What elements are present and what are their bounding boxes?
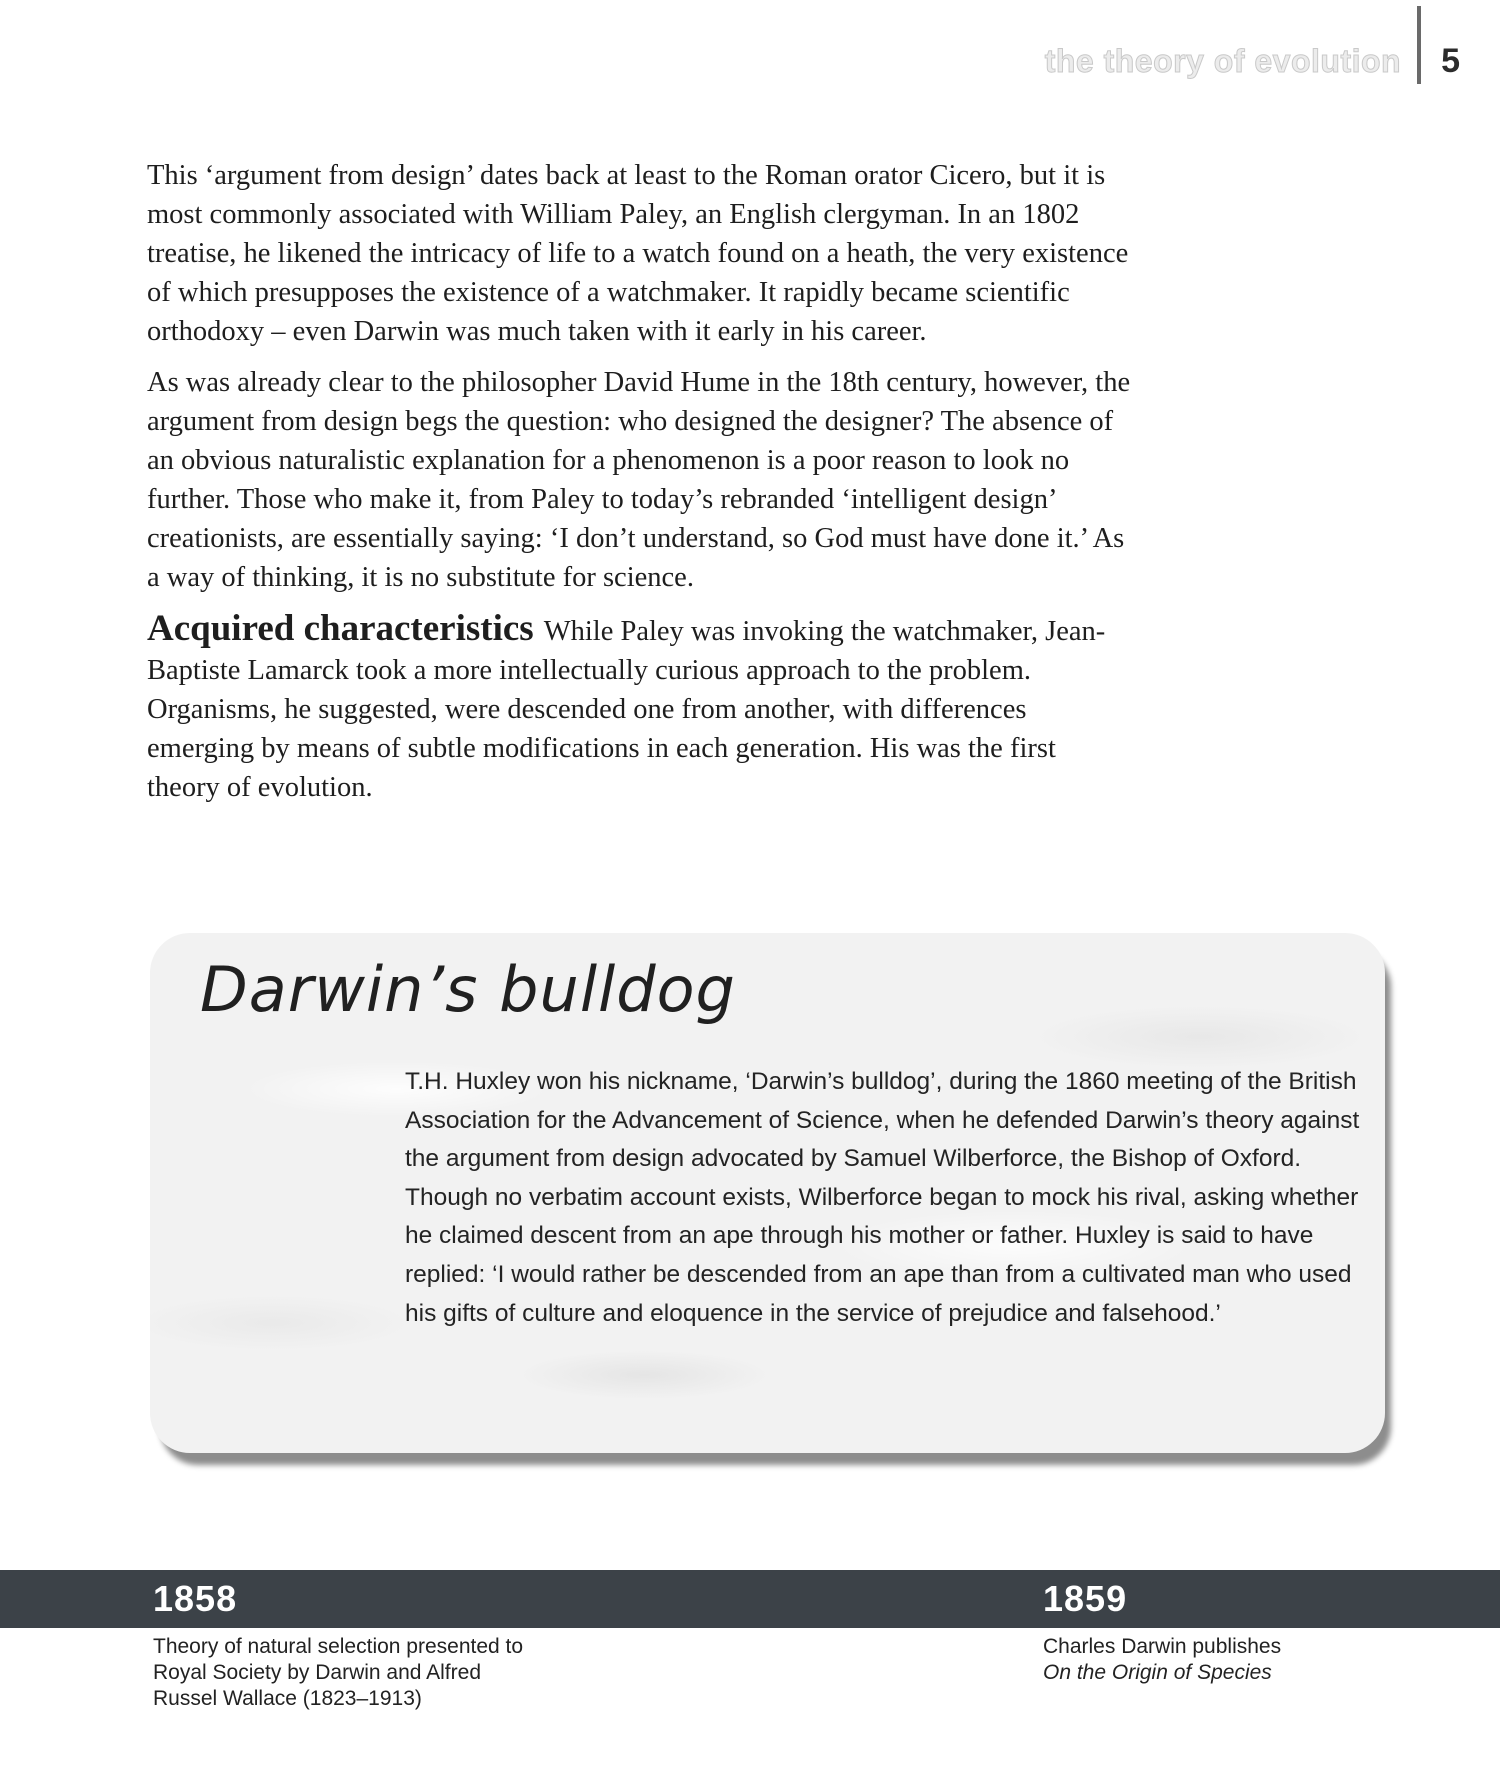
running-header <box>1045 36 1460 86</box>
timeline-description <box>153 1634 523 1712</box>
sidebar-title: Darwin’s bulldog <box>200 953 736 1026</box>
timeline-line: Charles Darwin publishes <box>1043 1635 1282 1658</box>
book-title: On the Origin of Species <box>1043 1661 1272 1684</box>
timeline-entry-1858 <box>153 1570 523 1712</box>
paragraph-argument-from-design: This ‘argument from design’ dates back at least to the Roman orator Cicero, but it is most commonly associated with William Paley, an English clergyman. In an 1802 treatise, he likened the intricacy of life to a watch found on a heath, the very existence of which presupposes the existence of a watchmaker. It rapidly became scientific orthodoxy – even Darwin was much taken with it early in his career. <box>147 160 1129 347</box>
timeline-year: 1858 <box>153 1578 238 1619</box>
body-text <box>147 156 1132 819</box>
timeline-line: Royal Society by Darwin and Alfred <box>153 1661 481 1684</box>
timeline-entry-1859 <box>1043 1570 1281 1686</box>
sidebar-text: T.H. Huxley won his nickname, ‘Darwin’s bulldog’, during the 1860 meeting of the British Association for the Advancement of Science, when he defended Darwin’s theory against the argument from design advocated by Samuel Wilberforce, the Bishop of Oxford. Though no verbatim account exists, Wilberforce began to mock his rival, asking whether he claimed descent from an ape through his mother or father. Huxley is said to have replied: ‘I would rather be descended from an ape than from a cultivated man who used his gifts of culture and eloquence in the service of prejudice and falsehood.’ <box>405 1068 1360 1327</box>
timeline-line: Theory of natural selection presented to <box>153 1635 524 1658</box>
page-number: 5 <box>1441 41 1460 80</box>
paragraph-hume: As was already clear to the philosopher David Hume in the 18th century, however, the argument from design begs the question: who designed the designer? The absence of an obvious naturalistic explanation for a phenomenon is a poor reason to look no further. Those who make it, from Paley to today’s rebranded ‘intelligent design’ creationists, are essentially saying: ‘I don’t understand, so God must have done it.’ As a way of thinking, it is no substitute for science. <box>147 367 1131 593</box>
sidebar-box <box>150 933 1385 1453</box>
section-heading: Acquired characteristics <box>147 608 534 649</box>
paragraph-lamarck <box>147 609 1132 807</box>
header-divider <box>1417 6 1421 84</box>
paragraph-lamarck-text: While Paley was invoking the watchmaker, Jean-Baptiste Lamarck took a more intellectually curious approach to the problem. Organisms, he suggested, were descended one from another, with differences emerging by means of subtle modifications in each generation. His was the first theory of evolution. <box>147 616 1106 803</box>
section-title: the theory of evolution <box>1044 42 1402 79</box>
timeline-description <box>1043 1634 1281 1686</box>
timeline-year: 1859 <box>1043 1578 1128 1619</box>
timeline-line: Russel Wallace (1823–1913) <box>153 1687 422 1710</box>
